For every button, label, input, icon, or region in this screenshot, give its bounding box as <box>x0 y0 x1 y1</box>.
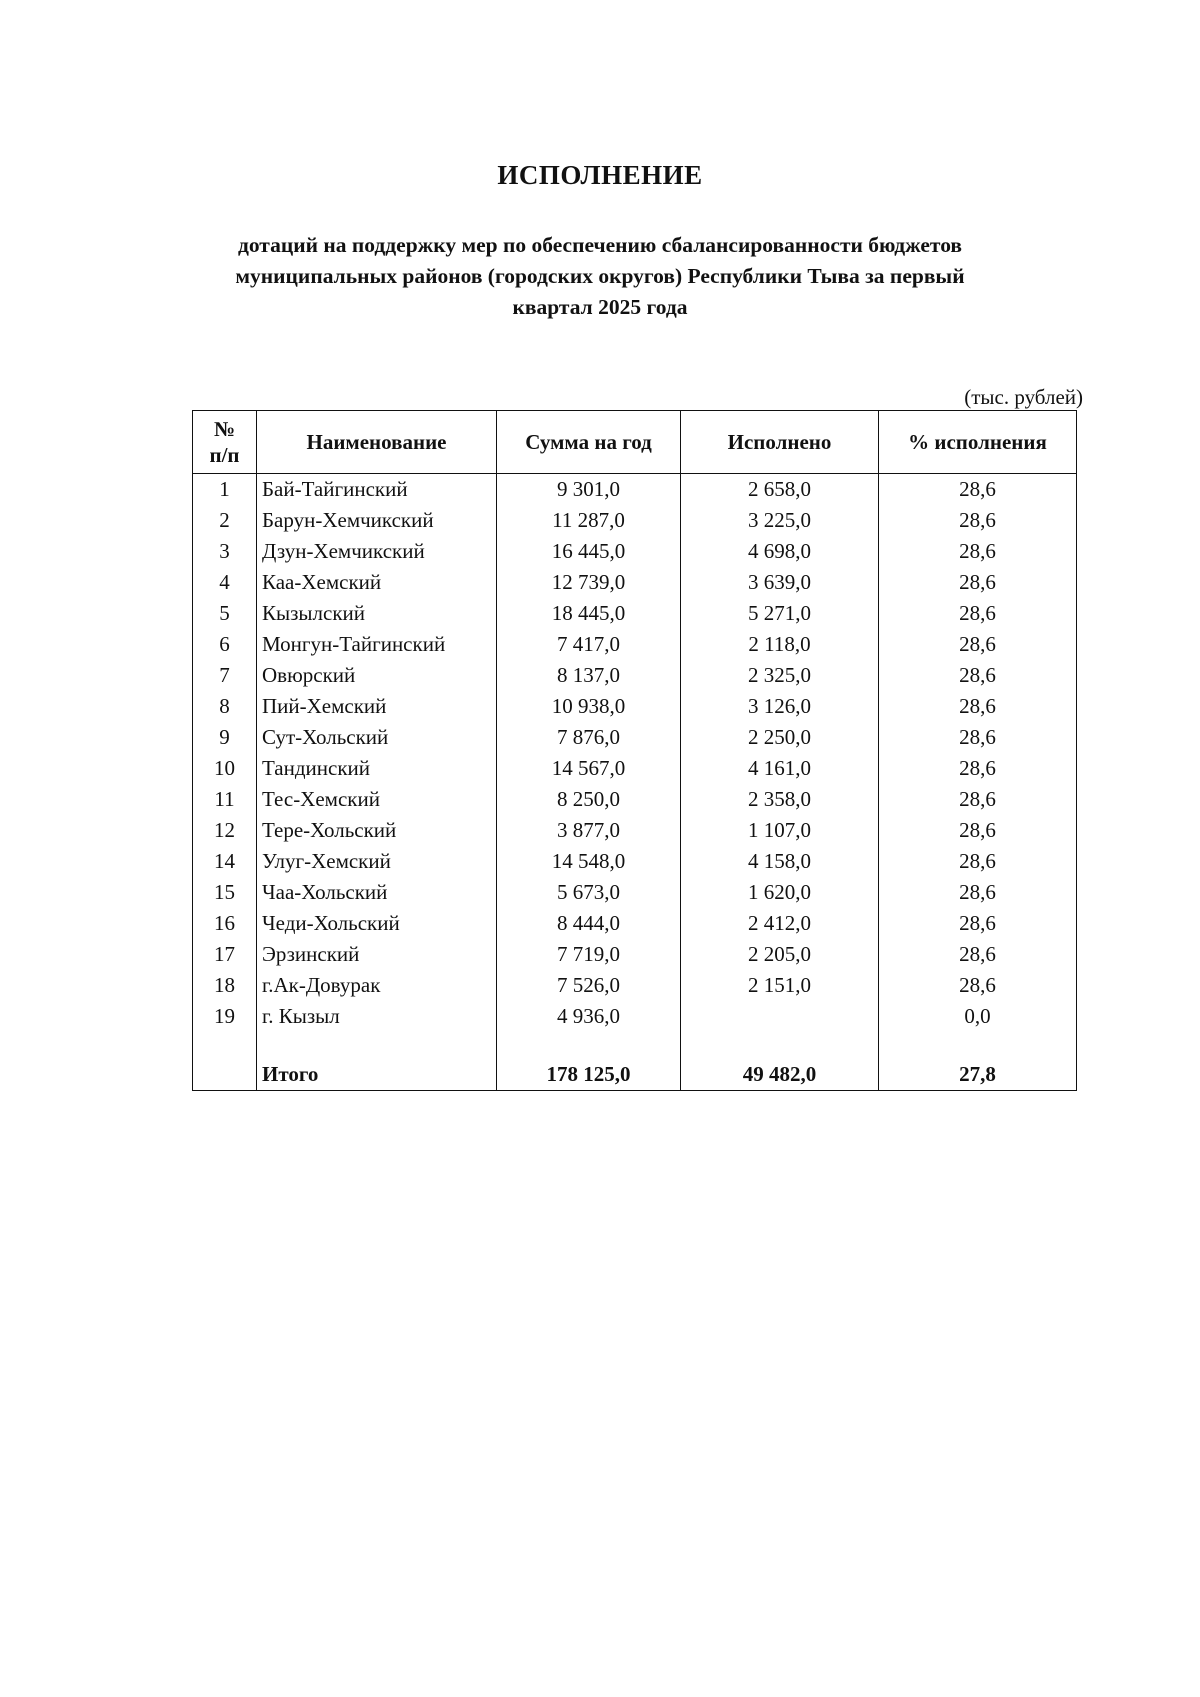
row-executed: 2 658,0 <box>681 474 879 506</box>
row-executed: 2 412,0 <box>681 908 879 939</box>
row-num: 14 <box>193 846 257 877</box>
row-name: г.Ак-Довурак <box>257 970 497 1001</box>
total-num <box>193 1058 257 1091</box>
row-percent: 28,6 <box>879 877 1077 908</box>
row-executed: 2 325,0 <box>681 660 879 691</box>
row-percent: 0,0 <box>879 1001 1077 1032</box>
table-row <box>193 536 1077 567</box>
row-executed: 2 250,0 <box>681 722 879 753</box>
row-num: 18 <box>193 970 257 1001</box>
row-num: 3 <box>193 536 257 567</box>
row-executed: 1 620,0 <box>681 877 879 908</box>
row-annual: 12 739,0 <box>497 567 681 598</box>
spacer-cell <box>257 1032 497 1058</box>
header-num <box>193 411 257 474</box>
row-percent: 28,6 <box>879 939 1077 970</box>
row-annual: 16 445,0 <box>497 536 681 567</box>
row-executed: 4 158,0 <box>681 846 879 877</box>
row-annual: 4 936,0 <box>497 1001 681 1032</box>
table-header-row <box>193 411 1077 474</box>
table-row <box>193 474 1077 506</box>
row-num: 6 <box>193 629 257 660</box>
row-executed: 3 639,0 <box>681 567 879 598</box>
row-name: Тандинский <box>257 753 497 784</box>
document-title: ИСПОЛНЕНИЕ <box>497 160 703 190</box>
row-num: 19 <box>193 1001 257 1032</box>
row-num: 9 <box>193 722 257 753</box>
row-annual: 18 445,0 <box>497 598 681 629</box>
table-row <box>193 970 1077 1001</box>
row-annual: 7 719,0 <box>497 939 681 970</box>
row-num: 10 <box>193 753 257 784</box>
row-executed: 4 161,0 <box>681 753 879 784</box>
row-name: Чаа-Хольский <box>257 877 497 908</box>
execution-table <box>192 410 1077 1091</box>
row-annual: 14 567,0 <box>497 753 681 784</box>
table-row <box>193 598 1077 629</box>
table-row <box>193 877 1077 908</box>
row-percent: 28,6 <box>879 753 1077 784</box>
row-executed: 2 118,0 <box>681 629 879 660</box>
row-name: Тере-Хольский <box>257 815 497 846</box>
row-percent: 28,6 <box>879 784 1077 815</box>
row-percent: 28,6 <box>879 629 1077 660</box>
row-percent: 28,6 <box>879 660 1077 691</box>
spacer-cell <box>681 1032 879 1058</box>
table-row <box>193 629 1077 660</box>
header-num-line1: № <box>213 417 236 441</box>
row-annual: 14 548,0 <box>497 846 681 877</box>
header-executed: Исполнено <box>681 411 879 474</box>
row-annual: 9 301,0 <box>497 474 681 506</box>
row-annual: 7 417,0 <box>497 629 681 660</box>
row-name: Каа-Хемский <box>257 567 497 598</box>
row-name: Улуг-Хемский <box>257 846 497 877</box>
row-name: Сут-Хольский <box>257 722 497 753</box>
row-annual: 8 444,0 <box>497 908 681 939</box>
row-num: 7 <box>193 660 257 691</box>
header-percent: % исполнения <box>879 411 1077 474</box>
table-row <box>193 722 1077 753</box>
header-num-line2: п/п <box>209 443 240 467</box>
total-percent: 27,8 <box>879 1058 1077 1091</box>
row-annual: 5 673,0 <box>497 877 681 908</box>
row-name: г. Кызыл <box>257 1001 497 1032</box>
total-row <box>193 1058 1077 1091</box>
spacer-row <box>193 1032 1077 1058</box>
row-num: 5 <box>193 598 257 629</box>
row-name: Эрзинский <box>257 939 497 970</box>
row-percent: 28,6 <box>879 536 1077 567</box>
spacer-cell <box>879 1032 1077 1058</box>
row-annual: 7 876,0 <box>497 722 681 753</box>
row-percent: 28,6 <box>879 815 1077 846</box>
row-annual: 8 137,0 <box>497 660 681 691</box>
row-num: 15 <box>193 877 257 908</box>
row-num: 12 <box>193 815 257 846</box>
row-annual: 11 287,0 <box>497 505 681 536</box>
row-name: Тес-Хемский <box>257 784 497 815</box>
row-percent: 28,6 <box>879 567 1077 598</box>
table-row <box>193 660 1077 691</box>
row-percent: 28,6 <box>879 970 1077 1001</box>
row-executed: 2 151,0 <box>681 970 879 1001</box>
header-annual: Сумма на год <box>497 411 681 474</box>
row-annual: 3 877,0 <box>497 815 681 846</box>
row-name: Бай-Тайгинский <box>257 474 497 506</box>
row-executed: 2 205,0 <box>681 939 879 970</box>
row-name: Чеди-Хольский <box>257 908 497 939</box>
units-label: (тыс. рублей) <box>964 385 1083 409</box>
row-num: 4 <box>193 567 257 598</box>
row-name: Барун-Хемчикский <box>257 505 497 536</box>
table-row <box>193 505 1077 536</box>
total-label: Итого <box>257 1058 497 1091</box>
row-name: Кызылский <box>257 598 497 629</box>
table-row <box>193 691 1077 722</box>
table-row <box>193 908 1077 939</box>
row-name: Овюрский <box>257 660 497 691</box>
document-subtitle: дотаций на поддержку мер по обеспечению сбалансированности бюджетов муниципальных районов (городских округов) Республики Тыва за первый квартал 2025 года <box>235 233 965 319</box>
row-percent: 28,6 <box>879 505 1077 536</box>
total-executed: 49 482,0 <box>681 1058 879 1091</box>
row-percent: 28,6 <box>879 846 1077 877</box>
table-row <box>193 815 1077 846</box>
row-executed: 1 107,0 <box>681 815 879 846</box>
row-executed: 2 358,0 <box>681 784 879 815</box>
row-num: 16 <box>193 908 257 939</box>
row-percent: 28,6 <box>879 598 1077 629</box>
row-name: Пий-Хемский <box>257 691 497 722</box>
table-body <box>193 474 1077 1059</box>
row-executed: 3 225,0 <box>681 505 879 536</box>
row-num: 17 <box>193 939 257 970</box>
row-annual: 10 938,0 <box>497 691 681 722</box>
row-executed: 4 698,0 <box>681 536 879 567</box>
row-num: 2 <box>193 505 257 536</box>
row-executed <box>681 1001 879 1032</box>
row-percent: 28,6 <box>879 691 1077 722</box>
table-row <box>193 939 1077 970</box>
row-annual: 8 250,0 <box>497 784 681 815</box>
row-name: Монгун-Тайгинский <box>257 629 497 660</box>
total-annual: 178 125,0 <box>497 1058 681 1091</box>
spacer-cell <box>497 1032 681 1058</box>
row-num: 11 <box>193 784 257 815</box>
row-percent: 28,6 <box>879 474 1077 506</box>
row-percent: 28,6 <box>879 722 1077 753</box>
row-num: 1 <box>193 474 257 506</box>
row-executed: 5 271,0 <box>681 598 879 629</box>
row-percent: 28,6 <box>879 908 1077 939</box>
spacer-cell <box>193 1032 257 1058</box>
table-row <box>193 784 1077 815</box>
table-row <box>193 567 1077 598</box>
row-executed: 3 126,0 <box>681 691 879 722</box>
table-row <box>193 846 1077 877</box>
table-row <box>193 1001 1077 1032</box>
row-num: 8 <box>193 691 257 722</box>
row-annual: 7 526,0 <box>497 970 681 1001</box>
table-row <box>193 753 1077 784</box>
header-name: Наименование <box>257 411 497 474</box>
row-name: Дзун-Хемчикский <box>257 536 497 567</box>
